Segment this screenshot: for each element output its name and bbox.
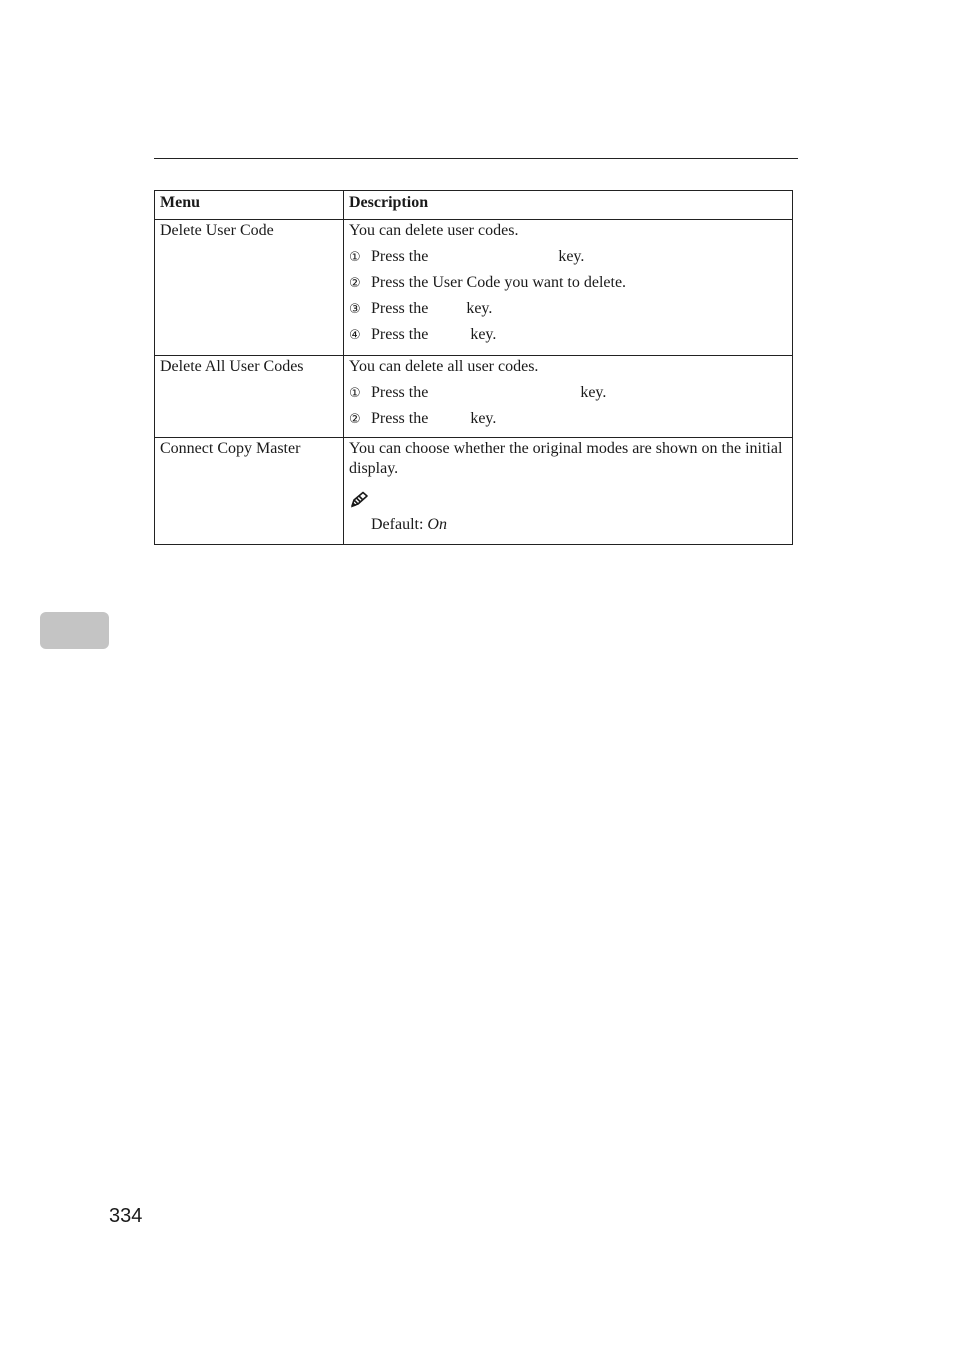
step-item <box>349 409 787 429</box>
description-intro: You can choose whether the original modes are shown on the initial display. <box>349 440 783 477</box>
table-row <box>155 438 793 545</box>
table-row <box>155 356 793 438</box>
default-value: On <box>427 516 447 533</box>
step-text-end: key. <box>466 300 493 317</box>
description-column-header: Description <box>344 191 793 220</box>
step-number: ① <box>349 250 361 265</box>
step-text-end: key. <box>580 384 607 401</box>
description-cell <box>344 220 793 356</box>
chapter-tab <box>40 612 109 649</box>
settings-table <box>154 190 793 545</box>
step-text-end: key. <box>470 326 497 343</box>
description-intro: You can delete all user codes. <box>349 358 539 375</box>
table-header-row <box>155 191 793 220</box>
page-number: 334 <box>109 1205 143 1227</box>
step-text: Press the <box>371 300 429 317</box>
step-number: ④ <box>349 328 361 343</box>
default-note <box>349 515 787 535</box>
step-text: Press the <box>371 384 429 401</box>
step-number: ② <box>349 276 361 291</box>
default-label: Default: <box>371 516 424 533</box>
step-text: Press the User Code you want to delete. <box>371 274 627 291</box>
step-item <box>349 273 787 293</box>
description-cell <box>344 356 793 438</box>
step-text: Press the <box>371 326 429 343</box>
table-row <box>155 220 793 356</box>
step-number: ① <box>349 386 361 401</box>
step-text: Press the <box>371 410 429 427</box>
menu-column-header: Menu <box>155 191 344 220</box>
step-item <box>349 247 787 267</box>
description-intro: You can delete user codes. <box>349 222 519 239</box>
step-text-end: key. <box>470 410 497 427</box>
menu-name: Delete User Code <box>155 220 344 356</box>
pencil-note-icon <box>349 491 787 511</box>
menu-name: Delete All User Codes <box>155 356 344 438</box>
step-number: ③ <box>349 302 361 317</box>
header-rule <box>154 158 798 159</box>
description-cell <box>344 438 793 545</box>
step-text: Press the <box>371 248 429 265</box>
step-item <box>349 299 787 319</box>
menu-name: Connect Copy Master <box>155 438 344 545</box>
step-item <box>349 383 787 403</box>
step-number: ② <box>349 412 361 427</box>
step-text-end: key. <box>558 248 585 265</box>
step-item <box>349 325 787 345</box>
